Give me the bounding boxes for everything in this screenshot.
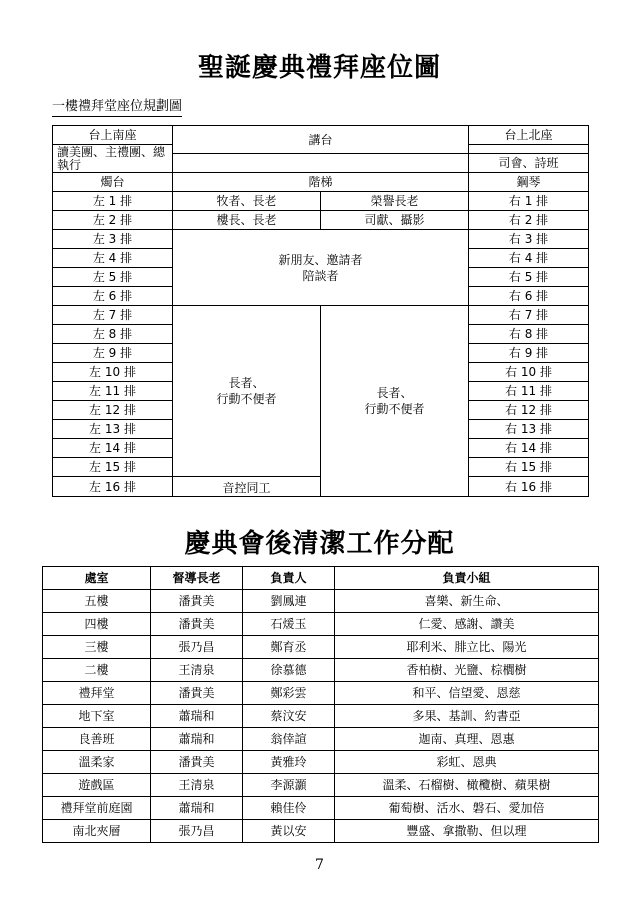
- header-room: 處室: [43, 567, 151, 590]
- right-row-15: 右 15 排: [469, 458, 589, 477]
- cell-person-in-charge: 賴佳伶: [243, 797, 335, 820]
- south-group-cell: 讀美團、主禮團、總執行: [53, 145, 173, 173]
- cleaning-title: 慶典會後清潔工作分配: [184, 529, 455, 559]
- cell-groups: 葡萄樹、活水、磐石、愛加倍: [335, 797, 599, 820]
- cell-room: 遊戲區: [43, 774, 151, 797]
- cell-supervisor: 王清泉: [151, 659, 243, 682]
- pulpit-cell: 講台: [173, 126, 469, 154]
- cell-room: 禮拜堂前庭園: [43, 797, 151, 820]
- table-row: [43, 705, 599, 728]
- table-row: [43, 636, 599, 659]
- cell-groups: 迦南、真理、恩惠: [335, 728, 599, 751]
- left-row-9: 左 9 排: [53, 344, 173, 363]
- cell-person-in-charge: 劉鳳連: [243, 590, 335, 613]
- cell-person-in-charge: 黃雅玲: [243, 751, 335, 774]
- row1-center-right: 榮譽長老: [321, 192, 469, 211]
- seating-subtitle: 一樓禮拜堂座位規劃圖: [52, 99, 182, 117]
- left-row-5: 左 5 排: [53, 268, 173, 287]
- cell-groups: 溫柔、石榴樹、橄欖樹、蘋果樹: [335, 774, 599, 797]
- row2-center-right: 司獻、攝影: [321, 211, 469, 230]
- right-row-12: 右 12 排: [469, 401, 589, 420]
- audio-control-cell: 音控同工: [173, 477, 321, 497]
- table-row: [43, 613, 599, 636]
- left-row-7: 左 7 排: [53, 306, 173, 325]
- cell-room: 二樓: [43, 659, 151, 682]
- page-title: 聖誕慶典禮拜座位圖: [197, 53, 441, 83]
- cell-supervisor: 潘貴美: [151, 682, 243, 705]
- header-supervisor: 督導長老: [151, 567, 243, 590]
- left-row-8: 左 8 排: [53, 325, 173, 344]
- elders-right-label-2: 行動不便者: [364, 402, 425, 416]
- right-row-5: 右 5 排: [469, 268, 589, 287]
- cell-room: 良善班: [43, 728, 151, 751]
- cell-supervisor: 蕭瑞和: [151, 705, 243, 728]
- cell-room: 三樓: [43, 636, 151, 659]
- cell-supervisor: 張乃昌: [151, 820, 243, 843]
- cell-person-in-charge: 蔡汶安: [243, 705, 335, 728]
- elders-left-label-1: 長者、: [228, 376, 265, 390]
- cell-groups: 彩虹、恩典: [335, 751, 599, 774]
- north-group-gap: [469, 145, 589, 154]
- left-row-16: 左 16 排: [53, 477, 173, 497]
- left-row-11: 左 11 排: [53, 382, 173, 401]
- cell-room: 南北夾層: [43, 820, 151, 843]
- table-row: [43, 820, 599, 843]
- right-row-14: 右 14 排: [469, 439, 589, 458]
- row1-center-left: 牧者、長老: [173, 192, 321, 211]
- elders-right-label-1: 長者、: [376, 386, 413, 400]
- cell-person-in-charge: 石煖玉: [243, 613, 335, 636]
- right-row-1: 右 1 排: [469, 192, 589, 211]
- row2-center-left: 樓長、長老: [173, 211, 321, 230]
- cell-person-in-charge: 黃以安: [243, 820, 335, 843]
- right-row-13: 右 13 排: [469, 420, 589, 439]
- cell-person-in-charge: 鄭育丞: [243, 636, 335, 659]
- right-row-11: 右 11 排: [469, 382, 589, 401]
- right-row-9: 右 9 排: [469, 344, 589, 363]
- left-row-1: 左 1 排: [53, 192, 173, 211]
- cell-supervisor: 王清泉: [151, 774, 243, 797]
- right-row-2: 右 2 排: [469, 211, 589, 230]
- left-row-12: 左 12 排: [53, 401, 173, 420]
- pulpit-gap: [173, 154, 469, 173]
- piano-cell: 鋼琴: [469, 173, 589, 192]
- right-row-7: 右 7 排: [469, 306, 589, 325]
- elders-block-right: [321, 306, 469, 497]
- cell-person-in-charge: 徐慕德: [243, 659, 335, 682]
- steps-cell: 階梯: [173, 173, 469, 192]
- cell-groups: 仁愛、感謝、讚美: [335, 613, 599, 636]
- table-row: [43, 751, 599, 774]
- cell-room: 溫柔家: [43, 751, 151, 774]
- left-row-4: 左 4 排: [53, 249, 173, 268]
- cell-room: 地下室: [43, 705, 151, 728]
- cleaning-duty-table: [42, 566, 599, 843]
- right-row-4: 右 4 排: [469, 249, 589, 268]
- table-row: [43, 797, 599, 820]
- cell-supervisor: 蕭瑞和: [151, 797, 243, 820]
- cell-groups: 多果、基訓、約書亞: [335, 705, 599, 728]
- cell-groups: 喜樂、新生命、: [335, 590, 599, 613]
- page-number: 7: [315, 857, 324, 873]
- cell-supervisor: 蕭瑞和: [151, 728, 243, 751]
- cell-room: 四樓: [43, 613, 151, 636]
- new-friends-label-2: 陪談者: [302, 268, 339, 283]
- header-person-in-charge: 負責人: [243, 567, 335, 590]
- cell-supervisor: 潘貴美: [151, 590, 243, 613]
- candle-stand-cell: 燭台: [53, 173, 173, 192]
- cell-supervisor: 潘貴美: [151, 751, 243, 774]
- stage-north-cell: 台上北座: [469, 126, 589, 145]
- header-groups: 負責小組: [335, 567, 599, 590]
- table-row: [43, 682, 599, 705]
- north-group-cell: 司會、詩班: [469, 154, 589, 173]
- cell-groups: 耶利米、腓立比、陽光: [335, 636, 599, 659]
- right-row-8: 右 8 排: [469, 325, 589, 344]
- new-friends-label-1: 新朋友、邀請者: [278, 252, 363, 267]
- elders-left-label-2: 行動不便者: [216, 392, 277, 406]
- right-row-10: 右 10 排: [469, 363, 589, 382]
- seating-chart-table: [52, 125, 589, 497]
- cell-groups: 香柏樹、光鹽、棕櫚樹: [335, 659, 599, 682]
- left-row-15: 左 15 排: [53, 458, 173, 477]
- table-row: [43, 728, 599, 751]
- left-row-10: 左 10 排: [53, 363, 173, 382]
- right-row-6: 右 6 排: [469, 287, 589, 306]
- cell-person-in-charge: 鄭彩雲: [243, 682, 335, 705]
- left-row-2: 左 2 排: [53, 211, 173, 230]
- right-row-16: 右 16 排: [469, 477, 589, 497]
- left-row-6: 左 6 排: [53, 287, 173, 306]
- elders-block-left: [173, 306, 321, 477]
- cell-supervisor: 潘貴美: [151, 613, 243, 636]
- cell-person-in-charge: 翁倖諠: [243, 728, 335, 751]
- cell-person-in-charge: 李源灝: [243, 774, 335, 797]
- table-row: [43, 590, 599, 613]
- cell-groups: 豐盛、拿撒勒、但以理: [335, 820, 599, 843]
- cell-room: 五樓: [43, 590, 151, 613]
- new-friends-block: [173, 230, 469, 306]
- stage-south-cell: 台上南座: [53, 126, 173, 145]
- cell-groups: 和平、信望愛、恩慈: [335, 682, 599, 705]
- right-row-3: 右 3 排: [469, 230, 589, 249]
- left-row-14: 左 14 排: [53, 439, 173, 458]
- table-row: [43, 659, 599, 682]
- left-row-3: 左 3 排: [53, 230, 173, 249]
- table-row: [43, 774, 599, 797]
- left-row-13: 左 13 排: [53, 420, 173, 439]
- cell-room: 禮拜堂: [43, 682, 151, 705]
- cell-supervisor: 張乃昌: [151, 636, 243, 659]
